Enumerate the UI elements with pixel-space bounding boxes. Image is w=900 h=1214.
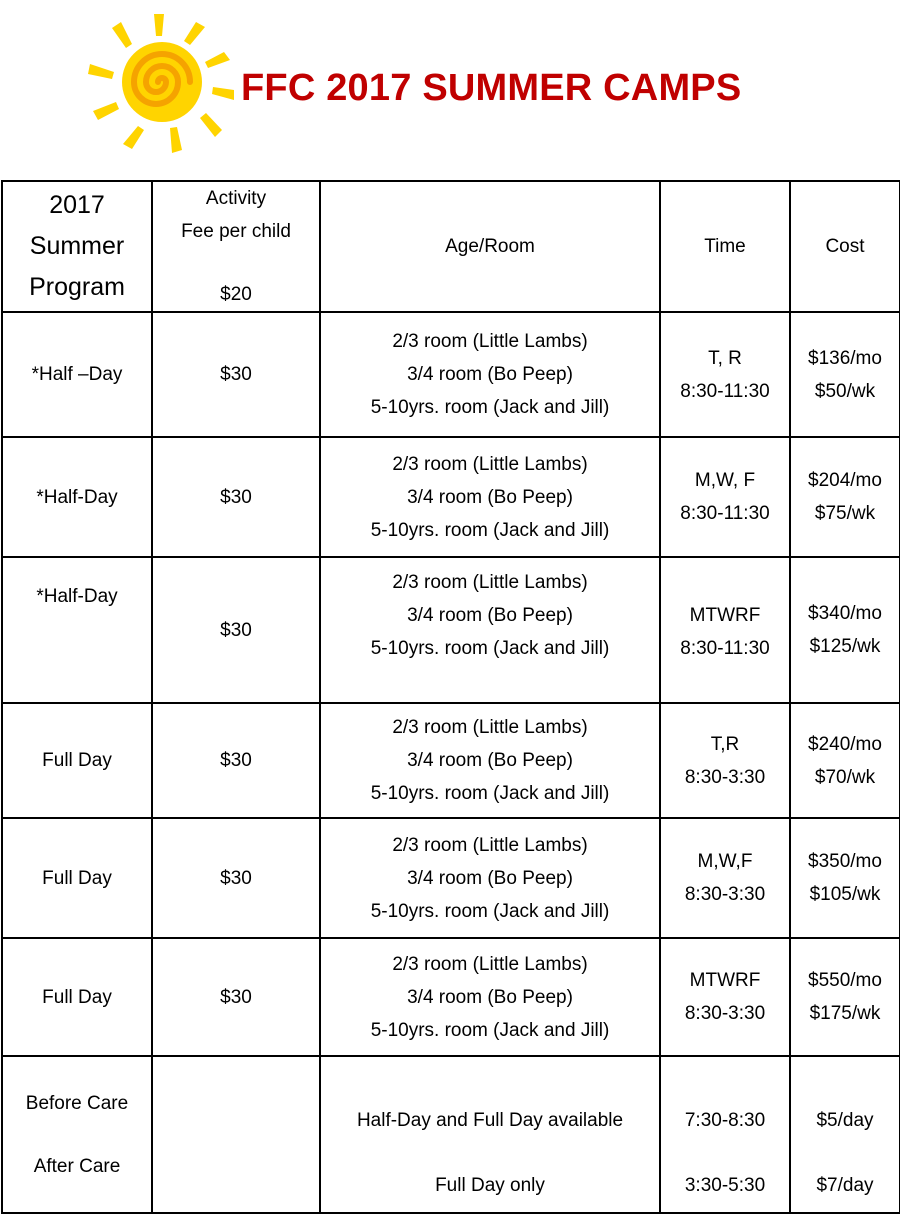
time-cell: MTWRF 8:30-11:30	[660, 557, 790, 703]
cost-cell: $550/mo $175/wk	[790, 938, 900, 1056]
table-row	[2, 437, 900, 557]
header-time: Time	[660, 181, 790, 312]
care-time-cell: 7:30-8:30 3:30-5:30	[660, 1056, 790, 1213]
fee-cell: $30	[152, 312, 320, 437]
fee-cell: $30	[152, 703, 320, 818]
header-activity-fee: Activity Fee per child $20	[152, 181, 320, 312]
care-fee-cell	[152, 1056, 320, 1213]
cost-cell: $340/mo $125/wk	[790, 557, 900, 703]
program-cell: *Half-Day	[2, 437, 152, 557]
table-row	[2, 557, 900, 703]
rooms-cell: 2/3 room (Little Lambs) 3/4 room (Bo Peep) 5-10yrs. room (Jack and Jill)	[320, 938, 660, 1056]
page-header	[0, 0, 900, 180]
table-row	[2, 938, 900, 1056]
time-cell: M,W,F 8:30-3:30	[660, 818, 790, 938]
fee-cell: $30	[152, 437, 320, 557]
time-cell: M,W, F 8:30-11:30	[660, 437, 790, 557]
rooms-cell: 2/3 room (Little Lambs) 3/4 room (Bo Peep) 5-10yrs. room (Jack and Jill)	[320, 437, 660, 557]
sun-icon	[84, 12, 240, 154]
care-program-cell: Before Care After Care	[2, 1056, 152, 1213]
time-cell: MTWRF 8:30-3:30	[660, 938, 790, 1056]
table-row	[2, 818, 900, 938]
rooms-cell: 2/3 room (Little Lambs) 3/4 room (Bo Peep) 5-10yrs. room (Jack and Jill)	[320, 557, 660, 703]
program-cell: Full Day	[2, 703, 152, 818]
program-cell: Full Day	[2, 938, 152, 1056]
table-row	[2, 703, 900, 818]
program-cell: *Half-Day	[2, 557, 152, 703]
cost-cell: $350/mo $105/wk	[790, 818, 900, 938]
cost-cell: $240/mo $70/wk	[790, 703, 900, 818]
page-title: FFC 2017 SUMMER CAMPS	[241, 67, 742, 109]
table-header-row	[2, 181, 900, 312]
care-row	[2, 1056, 900, 1213]
cost-cell: $136/mo $50/wk	[790, 312, 900, 437]
rooms-cell: 2/3 room (Little Lambs) 3/4 room (Bo Peep) 5-10yrs. room (Jack and Jill)	[320, 312, 660, 437]
table-row	[2, 312, 900, 437]
header-age-room: Age/Room	[320, 181, 660, 312]
fee-cell: $30	[152, 818, 320, 938]
care-cost-cell: $5/day $7/day	[790, 1056, 900, 1213]
time-cell: T, R 8:30-11:30	[660, 312, 790, 437]
fee-cell: $30	[152, 557, 320, 703]
fee-cell: $30	[152, 938, 320, 1056]
header-program: 2017 Summer Program	[2, 181, 152, 312]
header-cost: Cost	[790, 181, 900, 312]
program-cell: *Half –Day	[2, 312, 152, 437]
time-cell: T,R 8:30-3:30	[660, 703, 790, 818]
schedule-table	[1, 180, 900, 1214]
rooms-cell: 2/3 room (Little Lambs) 3/4 room (Bo Peep) 5-10yrs. room (Jack and Jill)	[320, 703, 660, 818]
cost-cell: $204/mo $75/wk	[790, 437, 900, 557]
care-rooms-cell: Half-Day and Full Day available Full Day only	[320, 1056, 660, 1213]
rooms-cell: 2/3 room (Little Lambs) 3/4 room (Bo Peep) 5-10yrs. room (Jack and Jill)	[320, 818, 660, 938]
program-cell: Full Day	[2, 818, 152, 938]
